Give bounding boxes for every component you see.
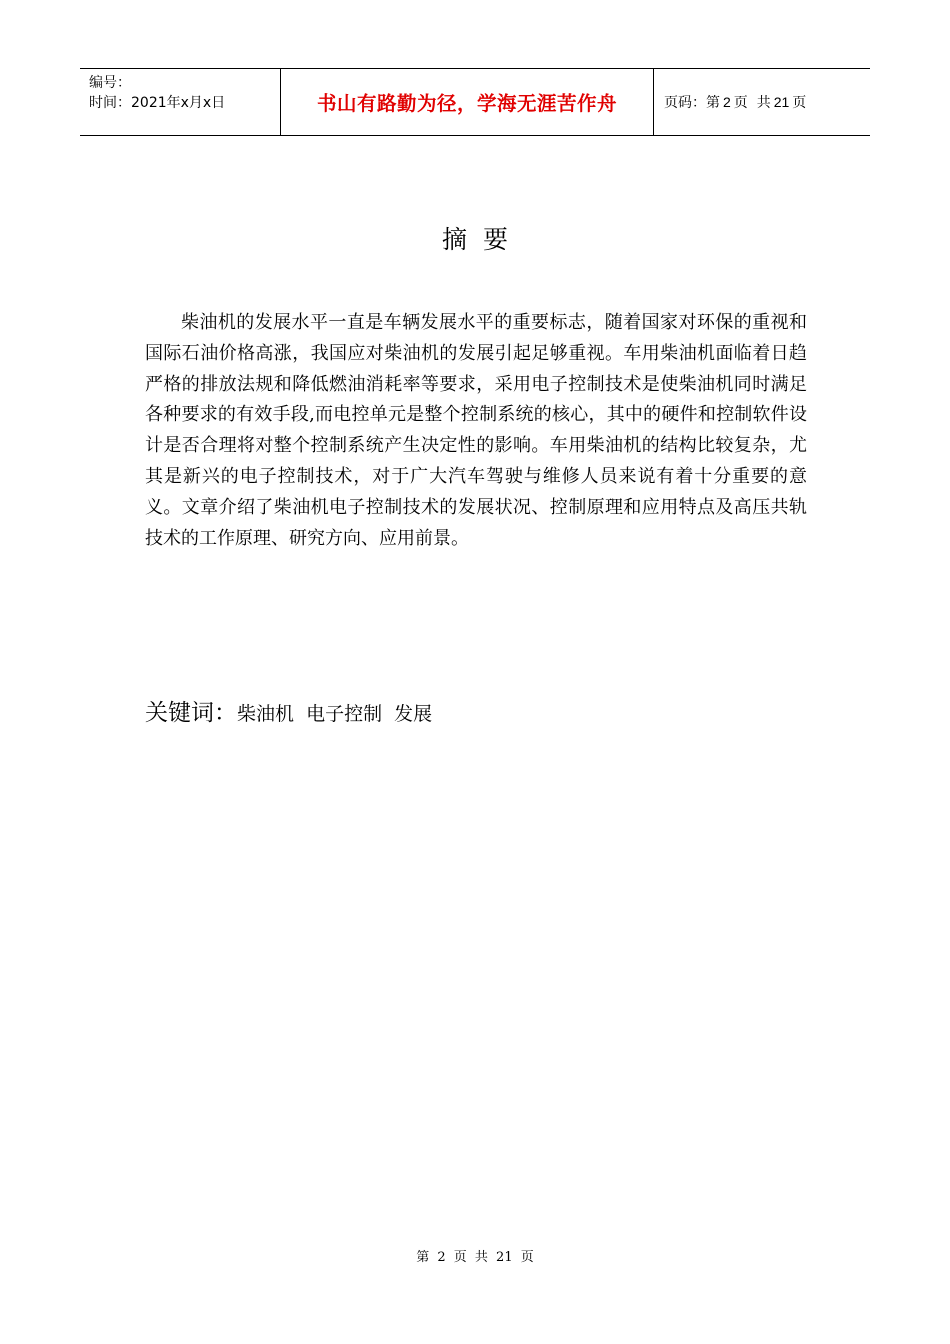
page-mid: 页 共 [733,95,771,111]
header-page-cell [654,69,870,135]
keywords-values: 柴油机 电子控制 发展 [237,703,433,725]
page-current: 2 [723,94,731,110]
header-meta-cell [80,69,281,135]
time-label: 时间：2021年x月x日 [89,95,226,111]
page-title: 摘要 [441,225,524,254]
page-total: 21 [773,94,790,110]
document-header [80,68,870,136]
motto-text: 书山有路勤为径，学海无涯苦作舟 [316,92,617,115]
page-suffix: 页 [792,95,807,111]
keywords-label: 关键词： [145,700,237,726]
page-prefix: 页码：第 [664,95,720,111]
header-motto-cell [281,69,654,135]
keywords-line [145,694,432,727]
page-footer: 第 2 页 共 21 页 [416,1250,534,1265]
number-label: 编号： [89,75,131,91]
abstract-paragraph: 柴油机的发展水平一直是车辆发展水平的重要标志，随着国家对环保的重视和国际石油价格高涨，我国应对柴油机的发展引起足够重视。车用柴油机面临着日趋严格的排放法规和降低燃油消耗率等要求，采用电子控制技术是使柴油机同时满足各种要求的有效手段,而电控单元是整个控制系统的核心，其中的硬件和控制软件设计是否合理将对整个控制系统产生决定性的影响。车用柴油机的结构比较复杂，尤其是新兴的电子控制技术，对于广大汽车驾驶与维修人员来说有着十分重要的意义。文章介绍了柴油机电子控制技术的发展状况、控制原理和应用特点及高压共轨技术的工作原理、研究方向、应用前景。 [145,312,807,549]
